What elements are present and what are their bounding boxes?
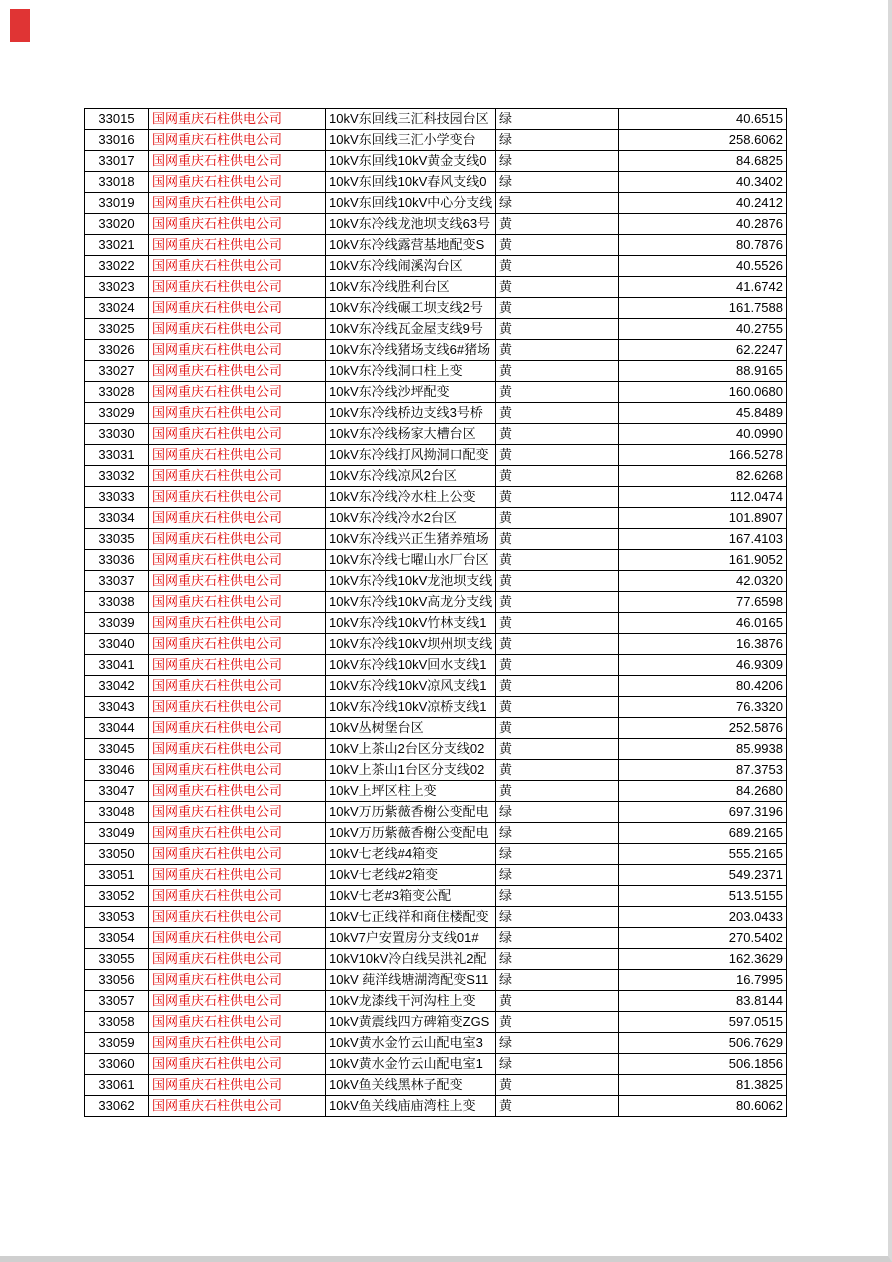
cell-row-id: 33023 (85, 277, 149, 298)
cell-name: 10kV鱼关线庙庙湾柱上变 (326, 1096, 496, 1117)
cell-row-id: 33051 (85, 865, 149, 886)
cell-company: 国网重庆石柱供电公司 (149, 508, 326, 529)
table-row (85, 760, 787, 781)
cell-row-id: 33037 (85, 571, 149, 592)
cell-name: 10kV东回线三汇科技园台区 (326, 109, 496, 130)
cell-value: 40.2876 (619, 214, 787, 235)
cell-company: 国网重庆石柱供电公司 (149, 466, 326, 487)
cell-company: 国网重庆石柱供电公司 (149, 739, 326, 760)
cell-flag: 黄 (496, 592, 619, 613)
cell-row-id: 33015 (85, 109, 149, 130)
table-row (85, 1012, 787, 1033)
cell-value: 203.0433 (619, 907, 787, 928)
cell-flag: 绿 (496, 907, 619, 928)
table-row (85, 172, 787, 193)
cell-row-id: 33039 (85, 613, 149, 634)
cell-flag: 黄 (496, 760, 619, 781)
cell-row-id: 33062 (85, 1096, 149, 1117)
table-row (85, 361, 787, 382)
cell-flag: 黄 (496, 781, 619, 802)
cell-flag: 黄 (496, 361, 619, 382)
cell-row-id: 33041 (85, 655, 149, 676)
table-row (85, 865, 787, 886)
cell-row-id: 33046 (85, 760, 149, 781)
cell-name: 10kV东回线10kV春风支线0 (326, 172, 496, 193)
table-row (85, 256, 787, 277)
table-row (85, 1054, 787, 1075)
table-row (85, 634, 787, 655)
cell-value: 80.7876 (619, 235, 787, 256)
cell-name: 10kV东冷线凉风2台区 (326, 466, 496, 487)
cell-company: 国网重庆石柱供电公司 (149, 1012, 326, 1033)
cell-name: 10kV七老#3箱变公配 (326, 886, 496, 907)
cell-name: 10kV黄震线四方碑箱变ZGS (326, 1012, 496, 1033)
cell-name: 10kV万历紫薇香榭公变配电 (326, 802, 496, 823)
cell-value: 77.6598 (619, 592, 787, 613)
cell-name: 10kV 莼洋线塘湖湾配变S11 (326, 970, 496, 991)
cell-value: 40.2755 (619, 319, 787, 340)
cell-value: 513.5155 (619, 886, 787, 907)
cell-name: 10kV10kV冷白线吴洪礼2配 (326, 949, 496, 970)
table-row (85, 151, 787, 172)
table-row (85, 109, 787, 130)
cell-name: 10kV东冷线10kV高龙分支线 (326, 592, 496, 613)
data-table (84, 108, 787, 1117)
cell-row-id: 33038 (85, 592, 149, 613)
cell-company: 国网重庆石柱供电公司 (149, 697, 326, 718)
cell-company: 国网重庆石柱供电公司 (149, 634, 326, 655)
cell-value: 84.6825 (619, 151, 787, 172)
cell-row-id: 33019 (85, 193, 149, 214)
cell-flag: 绿 (496, 151, 619, 172)
table-row (85, 613, 787, 634)
table-row (85, 277, 787, 298)
cell-company: 国网重庆石柱供电公司 (149, 655, 326, 676)
cell-company: 国网重庆石柱供电公司 (149, 109, 326, 130)
cell-name: 10kV东冷线杨家大槽台区 (326, 424, 496, 445)
cell-value: 62.2247 (619, 340, 787, 361)
table-row (85, 487, 787, 508)
cell-company: 国网重庆石柱供电公司 (149, 1096, 326, 1117)
cell-company: 国网重庆石柱供电公司 (149, 193, 326, 214)
cell-value: 85.9938 (619, 739, 787, 760)
cell-flag: 绿 (496, 949, 619, 970)
table-row (85, 739, 787, 760)
cell-row-id: 33047 (85, 781, 149, 802)
cell-value: 46.9309 (619, 655, 787, 676)
cell-company: 国网重庆石柱供电公司 (149, 781, 326, 802)
cell-flag: 黄 (496, 403, 619, 424)
cell-name: 10kV上茶山2台区分支线02 (326, 739, 496, 760)
cell-company: 国网重庆石柱供电公司 (149, 361, 326, 382)
table-row (85, 949, 787, 970)
cell-row-id: 33044 (85, 718, 149, 739)
cell-row-id: 33060 (85, 1054, 149, 1075)
table-row (85, 844, 787, 865)
cell-name: 10kV东冷线龙池坝支线63号 (326, 214, 496, 235)
cell-company: 国网重庆石柱供电公司 (149, 844, 326, 865)
cell-value: 87.3753 (619, 760, 787, 781)
cell-value: 84.2680 (619, 781, 787, 802)
cell-company: 国网重庆石柱供电公司 (149, 718, 326, 739)
cell-name: 10kV东冷线瓦金屋支线9号 (326, 319, 496, 340)
cell-flag: 黄 (496, 235, 619, 256)
cell-flag: 黄 (496, 634, 619, 655)
cell-row-id: 33061 (85, 1075, 149, 1096)
cell-company: 国网重庆石柱供电公司 (149, 424, 326, 445)
cell-value: 16.7995 (619, 970, 787, 991)
cell-row-id: 33022 (85, 256, 149, 277)
cell-row-id: 33034 (85, 508, 149, 529)
cell-row-id: 33056 (85, 970, 149, 991)
cell-flag: 绿 (496, 928, 619, 949)
table-row (85, 529, 787, 550)
cell-value: 41.6742 (619, 277, 787, 298)
table-row (85, 718, 787, 739)
cell-company: 国网重庆石柱供电公司 (149, 592, 326, 613)
cell-value: 80.6062 (619, 1096, 787, 1117)
cell-value: 80.4206 (619, 676, 787, 697)
cell-row-id: 33036 (85, 550, 149, 571)
cell-company: 国网重庆石柱供电公司 (149, 550, 326, 571)
cell-flag: 绿 (496, 1033, 619, 1054)
table-row (85, 823, 787, 844)
cell-row-id: 33043 (85, 697, 149, 718)
cell-flag: 黄 (496, 256, 619, 277)
cell-name: 10kV东冷线闹溪沟台区 (326, 256, 496, 277)
cell-flag: 绿 (496, 172, 619, 193)
cell-flag: 黄 (496, 1096, 619, 1117)
cell-name: 10kV东冷线打风拗洞口配变 (326, 445, 496, 466)
cell-company: 国网重庆石柱供电公司 (149, 298, 326, 319)
cell-value: 112.0474 (619, 487, 787, 508)
cell-value: 81.3825 (619, 1075, 787, 1096)
table-row (85, 550, 787, 571)
table-row (85, 1096, 787, 1117)
table-row (85, 928, 787, 949)
table-row (85, 445, 787, 466)
cell-flag: 绿 (496, 802, 619, 823)
cell-company: 国网重庆石柱供电公司 (149, 172, 326, 193)
cell-flag: 黄 (496, 655, 619, 676)
cell-value: 40.0990 (619, 424, 787, 445)
cell-company: 国网重庆石柱供电公司 (149, 1033, 326, 1054)
cell-flag: 绿 (496, 193, 619, 214)
table-row (85, 466, 787, 487)
cell-company: 国网重庆石柱供电公司 (149, 151, 326, 172)
cell-name: 10kV万历紫薇香榭公变配电 (326, 823, 496, 844)
cell-name: 10kV东冷线10kV凉风支线1 (326, 676, 496, 697)
cell-value: 40.6515 (619, 109, 787, 130)
cell-company: 国网重庆石柱供电公司 (149, 1054, 326, 1075)
table-row (85, 340, 787, 361)
cell-name: 10kV七老线#4箱变 (326, 844, 496, 865)
cell-company: 国网重庆石柱供电公司 (149, 928, 326, 949)
cell-company: 国网重庆石柱供电公司 (149, 340, 326, 361)
cell-name: 10kV东冷线10kV坝州坝支线 (326, 634, 496, 655)
cell-flag: 黄 (496, 697, 619, 718)
cell-row-id: 33016 (85, 130, 149, 151)
cell-company: 国网重庆石柱供电公司 (149, 970, 326, 991)
cell-name: 10kV七老线#2箱变 (326, 865, 496, 886)
cell-flag: 黄 (496, 487, 619, 508)
table-row (85, 1075, 787, 1096)
cell-row-id: 33055 (85, 949, 149, 970)
cell-row-id: 33049 (85, 823, 149, 844)
cell-name: 10kV黄水金竹云山配电室3 (326, 1033, 496, 1054)
cell-flag: 黄 (496, 319, 619, 340)
cell-company: 国网重庆石柱供电公司 (149, 529, 326, 550)
cell-row-id: 33057 (85, 991, 149, 1012)
cell-value: 40.3402 (619, 172, 787, 193)
cell-company: 国网重庆石柱供电公司 (149, 802, 326, 823)
cell-flag: 黄 (496, 277, 619, 298)
cell-row-id: 33040 (85, 634, 149, 655)
cell-flag: 绿 (496, 130, 619, 151)
table-row (85, 424, 787, 445)
table-row (85, 382, 787, 403)
cell-flag: 绿 (496, 823, 619, 844)
cell-value: 555.2165 (619, 844, 787, 865)
table-row (85, 886, 787, 907)
cell-row-id: 33033 (85, 487, 149, 508)
cell-row-id: 33021 (85, 235, 149, 256)
table-row (85, 991, 787, 1012)
cell-company: 国网重庆石柱供电公司 (149, 382, 326, 403)
cell-flag: 黄 (496, 571, 619, 592)
cell-flag: 黄 (496, 529, 619, 550)
table-row (85, 676, 787, 697)
cell-name: 10kV上茶山1台区分支线02 (326, 760, 496, 781)
cell-value: 88.9165 (619, 361, 787, 382)
cell-row-id: 33030 (85, 424, 149, 445)
cell-name: 10kV东冷线10kV回水支线1 (326, 655, 496, 676)
cell-name: 10kV东冷线露营基地配变S (326, 235, 496, 256)
cell-flag: 黄 (496, 676, 619, 697)
cell-flag: 黄 (496, 991, 619, 1012)
cell-flag: 绿 (496, 865, 619, 886)
table-row (85, 298, 787, 319)
red-corner-mark (10, 9, 30, 42)
cell-flag: 绿 (496, 886, 619, 907)
cell-name: 10kV东冷线七曜山水厂台区 (326, 550, 496, 571)
cell-value: 689.2165 (619, 823, 787, 844)
cell-name: 10kV东回线三汇小学变台 (326, 130, 496, 151)
cell-company: 国网重庆石柱供电公司 (149, 1075, 326, 1096)
cell-company: 国网重庆石柱供电公司 (149, 256, 326, 277)
cell-name: 10kV七正线祥和商住楼配变 (326, 907, 496, 928)
cell-value: 42.0320 (619, 571, 787, 592)
cell-name: 10kV东冷线冷水柱上公变 (326, 487, 496, 508)
cell-row-id: 33045 (85, 739, 149, 760)
table-row (85, 697, 787, 718)
cell-flag: 黄 (496, 445, 619, 466)
cell-flag: 黄 (496, 424, 619, 445)
cell-value: 506.1856 (619, 1054, 787, 1075)
cell-row-id: 33032 (85, 466, 149, 487)
cell-flag: 黄 (496, 466, 619, 487)
cell-row-id: 33017 (85, 151, 149, 172)
cell-row-id: 33048 (85, 802, 149, 823)
cell-value: 40.5526 (619, 256, 787, 277)
cell-name: 10kV东冷线胜利台区 (326, 277, 496, 298)
cell-row-id: 33026 (85, 340, 149, 361)
cell-row-id: 33018 (85, 172, 149, 193)
cell-name: 10kV东冷线洞口柱上变 (326, 361, 496, 382)
cell-flag: 黄 (496, 508, 619, 529)
cell-row-id: 33025 (85, 319, 149, 340)
cell-company: 国网重庆石柱供电公司 (149, 571, 326, 592)
cell-name: 10kV东冷线猪场支线6#猪场 (326, 340, 496, 361)
cell-value: 40.2412 (619, 193, 787, 214)
cell-name: 10kV东冷线兴正生猪养殖场 (326, 529, 496, 550)
cell-flag: 黄 (496, 550, 619, 571)
cell-company: 国网重庆石柱供电公司 (149, 319, 326, 340)
cell-row-id: 33042 (85, 676, 149, 697)
cell-row-id: 33050 (85, 844, 149, 865)
cell-value: 166.5278 (619, 445, 787, 466)
table-row (85, 319, 787, 340)
cell-value: 162.3629 (619, 949, 787, 970)
cell-row-id: 33052 (85, 886, 149, 907)
cell-flag: 黄 (496, 718, 619, 739)
cell-value: 83.8144 (619, 991, 787, 1012)
cell-flag: 黄 (496, 1012, 619, 1033)
table-row (85, 655, 787, 676)
cell-value: 82.6268 (619, 466, 787, 487)
cell-flag: 黄 (496, 1075, 619, 1096)
cell-row-id: 33053 (85, 907, 149, 928)
cell-row-id: 33035 (85, 529, 149, 550)
cell-value: 252.5876 (619, 718, 787, 739)
cell-row-id: 33059 (85, 1033, 149, 1054)
cell-flag: 黄 (496, 340, 619, 361)
cell-flag: 黄 (496, 298, 619, 319)
cell-value: 549.2371 (619, 865, 787, 886)
cell-name: 10kV7户安置房分支线01# (326, 928, 496, 949)
cell-value: 76.3320 (619, 697, 787, 718)
cell-name: 10kV东冷线桥边支线3号桥 (326, 403, 496, 424)
cell-company: 国网重庆石柱供电公司 (149, 235, 326, 256)
cell-row-id: 33058 (85, 1012, 149, 1033)
cell-company: 国网重庆石柱供电公司 (149, 865, 326, 886)
table-row (85, 1033, 787, 1054)
cell-name: 10kV黄水金竹云山配电室1 (326, 1054, 496, 1075)
cell-row-id: 33028 (85, 382, 149, 403)
cell-row-id: 33029 (85, 403, 149, 424)
cell-name: 10kV鱼关线黑林子配变 (326, 1075, 496, 1096)
cell-row-id: 33054 (85, 928, 149, 949)
cell-value: 101.8907 (619, 508, 787, 529)
cell-name: 10kV丛树堡台区 (326, 718, 496, 739)
cell-value: 16.3876 (619, 634, 787, 655)
cell-name: 10kV上坪区柱上变 (326, 781, 496, 802)
cell-company: 国网重庆石柱供电公司 (149, 403, 326, 424)
cell-value: 697.3196 (619, 802, 787, 823)
cell-flag: 绿 (496, 109, 619, 130)
cell-value: 258.6062 (619, 130, 787, 151)
cell-name: 10kV东冷线10kV凉桥支线1 (326, 697, 496, 718)
cell-value: 45.8489 (619, 403, 787, 424)
cell-flag: 绿 (496, 844, 619, 865)
cell-name: 10kV东回线10kV中心分支线 (326, 193, 496, 214)
cell-company: 国网重庆石柱供电公司 (149, 676, 326, 697)
cell-name: 10kV东冷线10kV龙池坝支线 (326, 571, 496, 592)
table-row (85, 193, 787, 214)
table-row (85, 130, 787, 151)
table-row (85, 508, 787, 529)
table-row (85, 802, 787, 823)
table-row (85, 907, 787, 928)
cell-value: 161.7588 (619, 298, 787, 319)
cell-company: 国网重庆石柱供电公司 (149, 991, 326, 1012)
cell-flag: 绿 (496, 1054, 619, 1075)
cell-row-id: 33020 (85, 214, 149, 235)
cell-company: 国网重庆石柱供电公司 (149, 907, 326, 928)
cell-flag: 黄 (496, 382, 619, 403)
table-row (85, 592, 787, 613)
cell-company: 国网重庆石柱供电公司 (149, 130, 326, 151)
cell-name: 10kV东冷线10kV竹林支线1 (326, 613, 496, 634)
cell-flag: 黄 (496, 613, 619, 634)
cell-value: 167.4103 (619, 529, 787, 550)
cell-name: 10kV东冷线冷水2台区 (326, 508, 496, 529)
cell-name: 10kV龙漆线干河沟柱上变 (326, 991, 496, 1012)
table-row (85, 571, 787, 592)
cell-company: 国网重庆石柱供电公司 (149, 487, 326, 508)
cell-flag: 绿 (496, 970, 619, 991)
cell-company: 国网重庆石柱供电公司 (149, 823, 326, 844)
cell-company: 国网重庆石柱供电公司 (149, 277, 326, 298)
cell-company: 国网重庆石柱供电公司 (149, 760, 326, 781)
cell-company: 国网重庆石柱供电公司 (149, 445, 326, 466)
cell-row-id: 33024 (85, 298, 149, 319)
cell-name: 10kV东冷线沙坪配变 (326, 382, 496, 403)
cell-name: 10kV东冷线碾工坝支线2号 (326, 298, 496, 319)
cell-name: 10kV东回线10kV黄金支线0 (326, 151, 496, 172)
table-row (85, 970, 787, 991)
cell-value: 160.0680 (619, 382, 787, 403)
table-row (85, 781, 787, 802)
table-row (85, 403, 787, 424)
cell-company: 国网重庆石柱供电公司 (149, 613, 326, 634)
table-row (85, 235, 787, 256)
cell-value: 46.0165 (619, 613, 787, 634)
cell-company: 国网重庆石柱供电公司 (149, 886, 326, 907)
table-body (85, 109, 787, 1117)
table-row (85, 214, 787, 235)
cell-flag: 黄 (496, 739, 619, 760)
cell-company: 国网重庆石柱供电公司 (149, 949, 326, 970)
cell-value: 270.5402 (619, 928, 787, 949)
cell-company: 国网重庆石柱供电公司 (149, 214, 326, 235)
cell-value: 161.9052 (619, 550, 787, 571)
cell-flag: 黄 (496, 214, 619, 235)
cell-value: 597.0515 (619, 1012, 787, 1033)
cell-row-id: 33027 (85, 361, 149, 382)
cell-row-id: 33031 (85, 445, 149, 466)
cell-value: 506.7629 (619, 1033, 787, 1054)
